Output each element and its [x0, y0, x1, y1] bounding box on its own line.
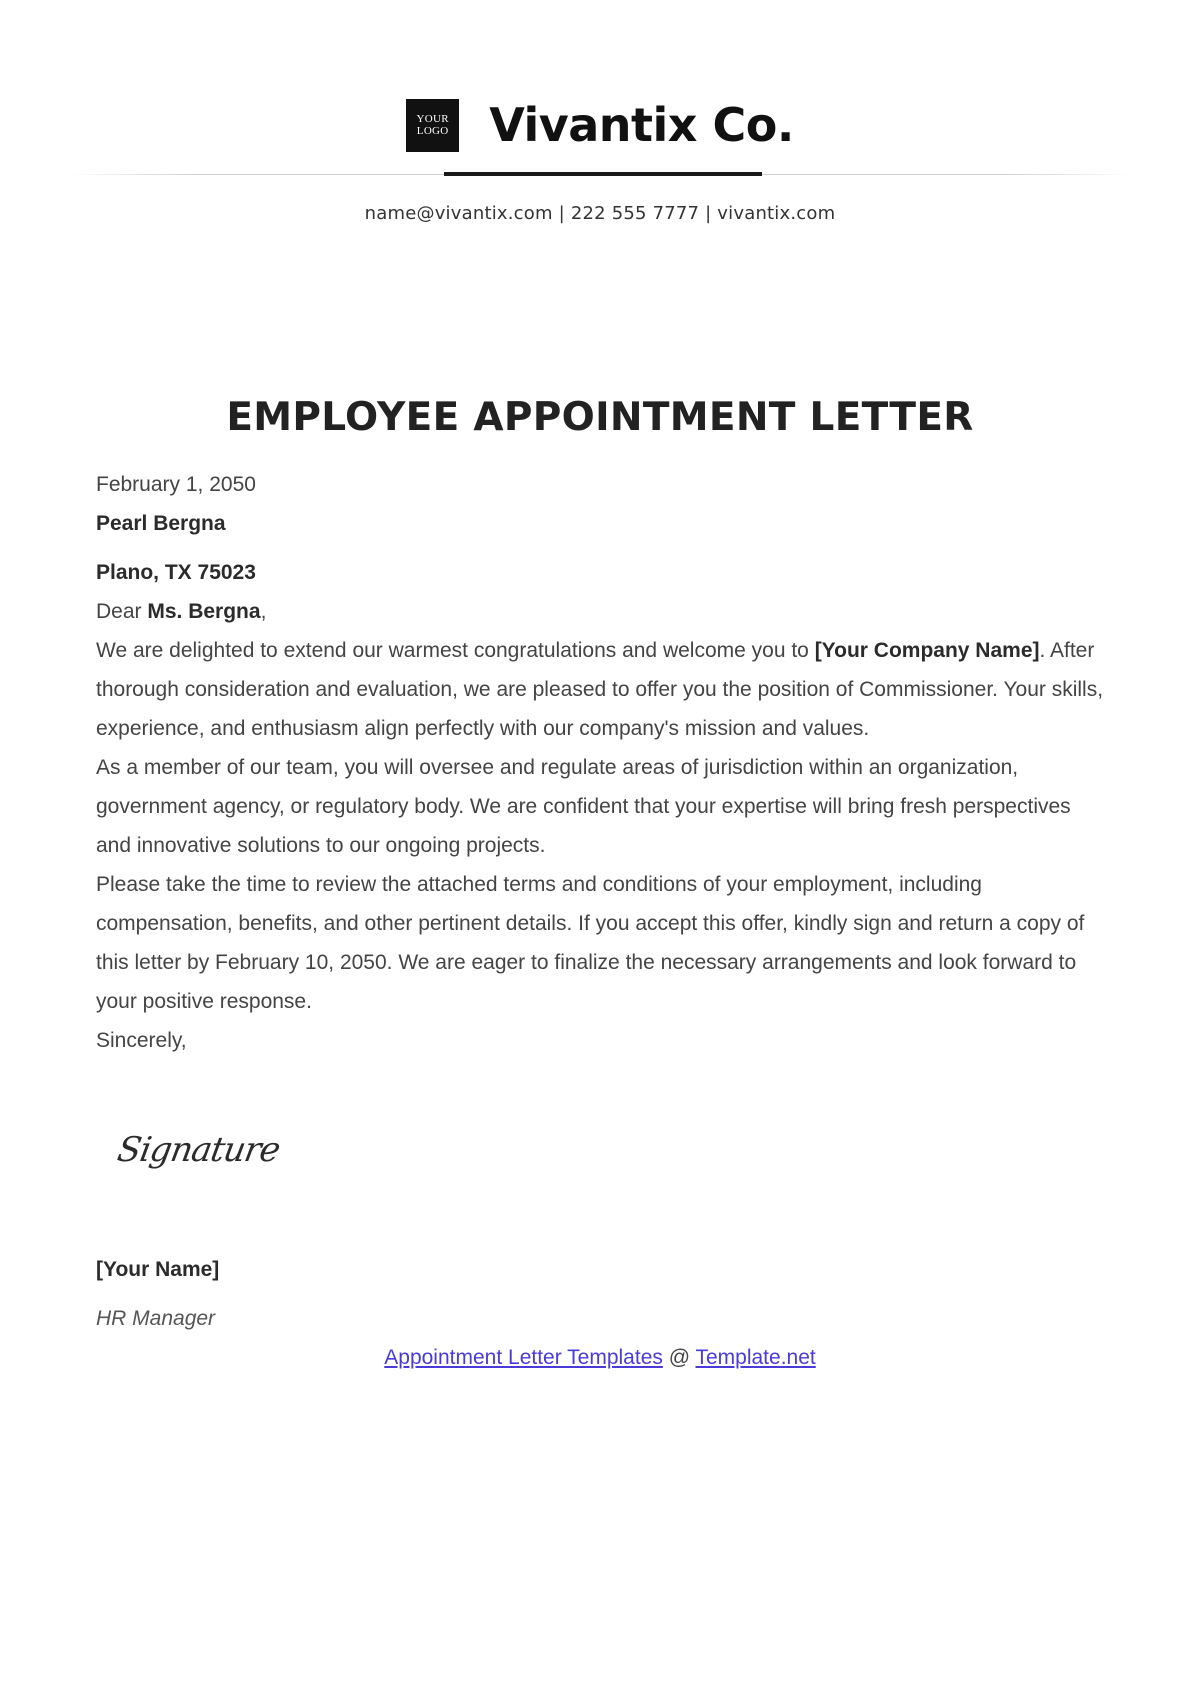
- signature: Signature: [114, 1130, 283, 1170]
- salutation: [96, 592, 1106, 631]
- recipient-address: [96, 553, 1106, 592]
- closing: Sincerely,: [96, 1029, 187, 1052]
- appointment-templates-link[interactable]: Appointment Letter Templates: [384, 1346, 663, 1369]
- logo-line-1: YOUR: [416, 113, 449, 125]
- salutation-prefix: Dear: [96, 600, 148, 623]
- footer-separator: @: [662, 1346, 696, 1369]
- company-logo: [406, 99, 459, 152]
- salutation-name: Ms. Bergna: [147, 600, 261, 623]
- paragraph-welcome: [96, 631, 1106, 748]
- paragraph-role: As a member of our team, you will oversee and regulate areas of jurisdiction within an organization, government agency, or regulatory body. We are confident that your expertise will bring fresh perspectives and innovative solutions to our ongoing projects.: [96, 756, 1071, 857]
- footer-attribution: [0, 1346, 1200, 1370]
- signer-role: HR Manager: [96, 1307, 216, 1330]
- recipient-name: [96, 504, 1106, 543]
- recipient-address-text: Plano, TX 75023: [96, 561, 256, 584]
- salutation-suffix: ,: [260, 600, 267, 623]
- company-name: Vivantix Co.: [489, 98, 794, 152]
- template-net-link[interactable]: Template.net: [695, 1346, 816, 1369]
- paragraph-welcome-part2: . After thorough consideration and evaluation, we are pleased to offer you the position of Commissioner. Your skills, experience, and enthusiasm align perfectly with our company's mission and values.: [96, 639, 1104, 740]
- company-placeholder: [Your Company Name]: [814, 639, 1040, 662]
- letterhead: [0, 98, 1200, 152]
- document-title: EMPLOYEE APPOINTMENT LETTER: [226, 395, 974, 440]
- recipient-name-text: Pearl Bergna: [96, 512, 226, 535]
- letter-body: [96, 465, 1106, 1060]
- logo-line-2: LOGO: [416, 125, 449, 137]
- paragraph-welcome-part1: We are delighted to extend our warmest congratulations and welcome you to: [96, 639, 815, 662]
- contact-line: name@vivantix.com | 222 555 7777 | vivantix.com: [364, 203, 836, 224]
- header-accent-bar: [444, 172, 762, 176]
- signer-name: [Your Name]: [96, 1258, 220, 1281]
- letter-date: February 1, 2050: [96, 473, 256, 496]
- paragraph-terms: Please take the time to review the attached terms and conditions of your employment, including compensation, benefits, and other pertinent details. If you accept this offer, kindly sign and return a copy of this letter by February 10, 2050. We are eager to finalize the necessary arrangements and look forward to your positive response.: [96, 873, 1085, 1013]
